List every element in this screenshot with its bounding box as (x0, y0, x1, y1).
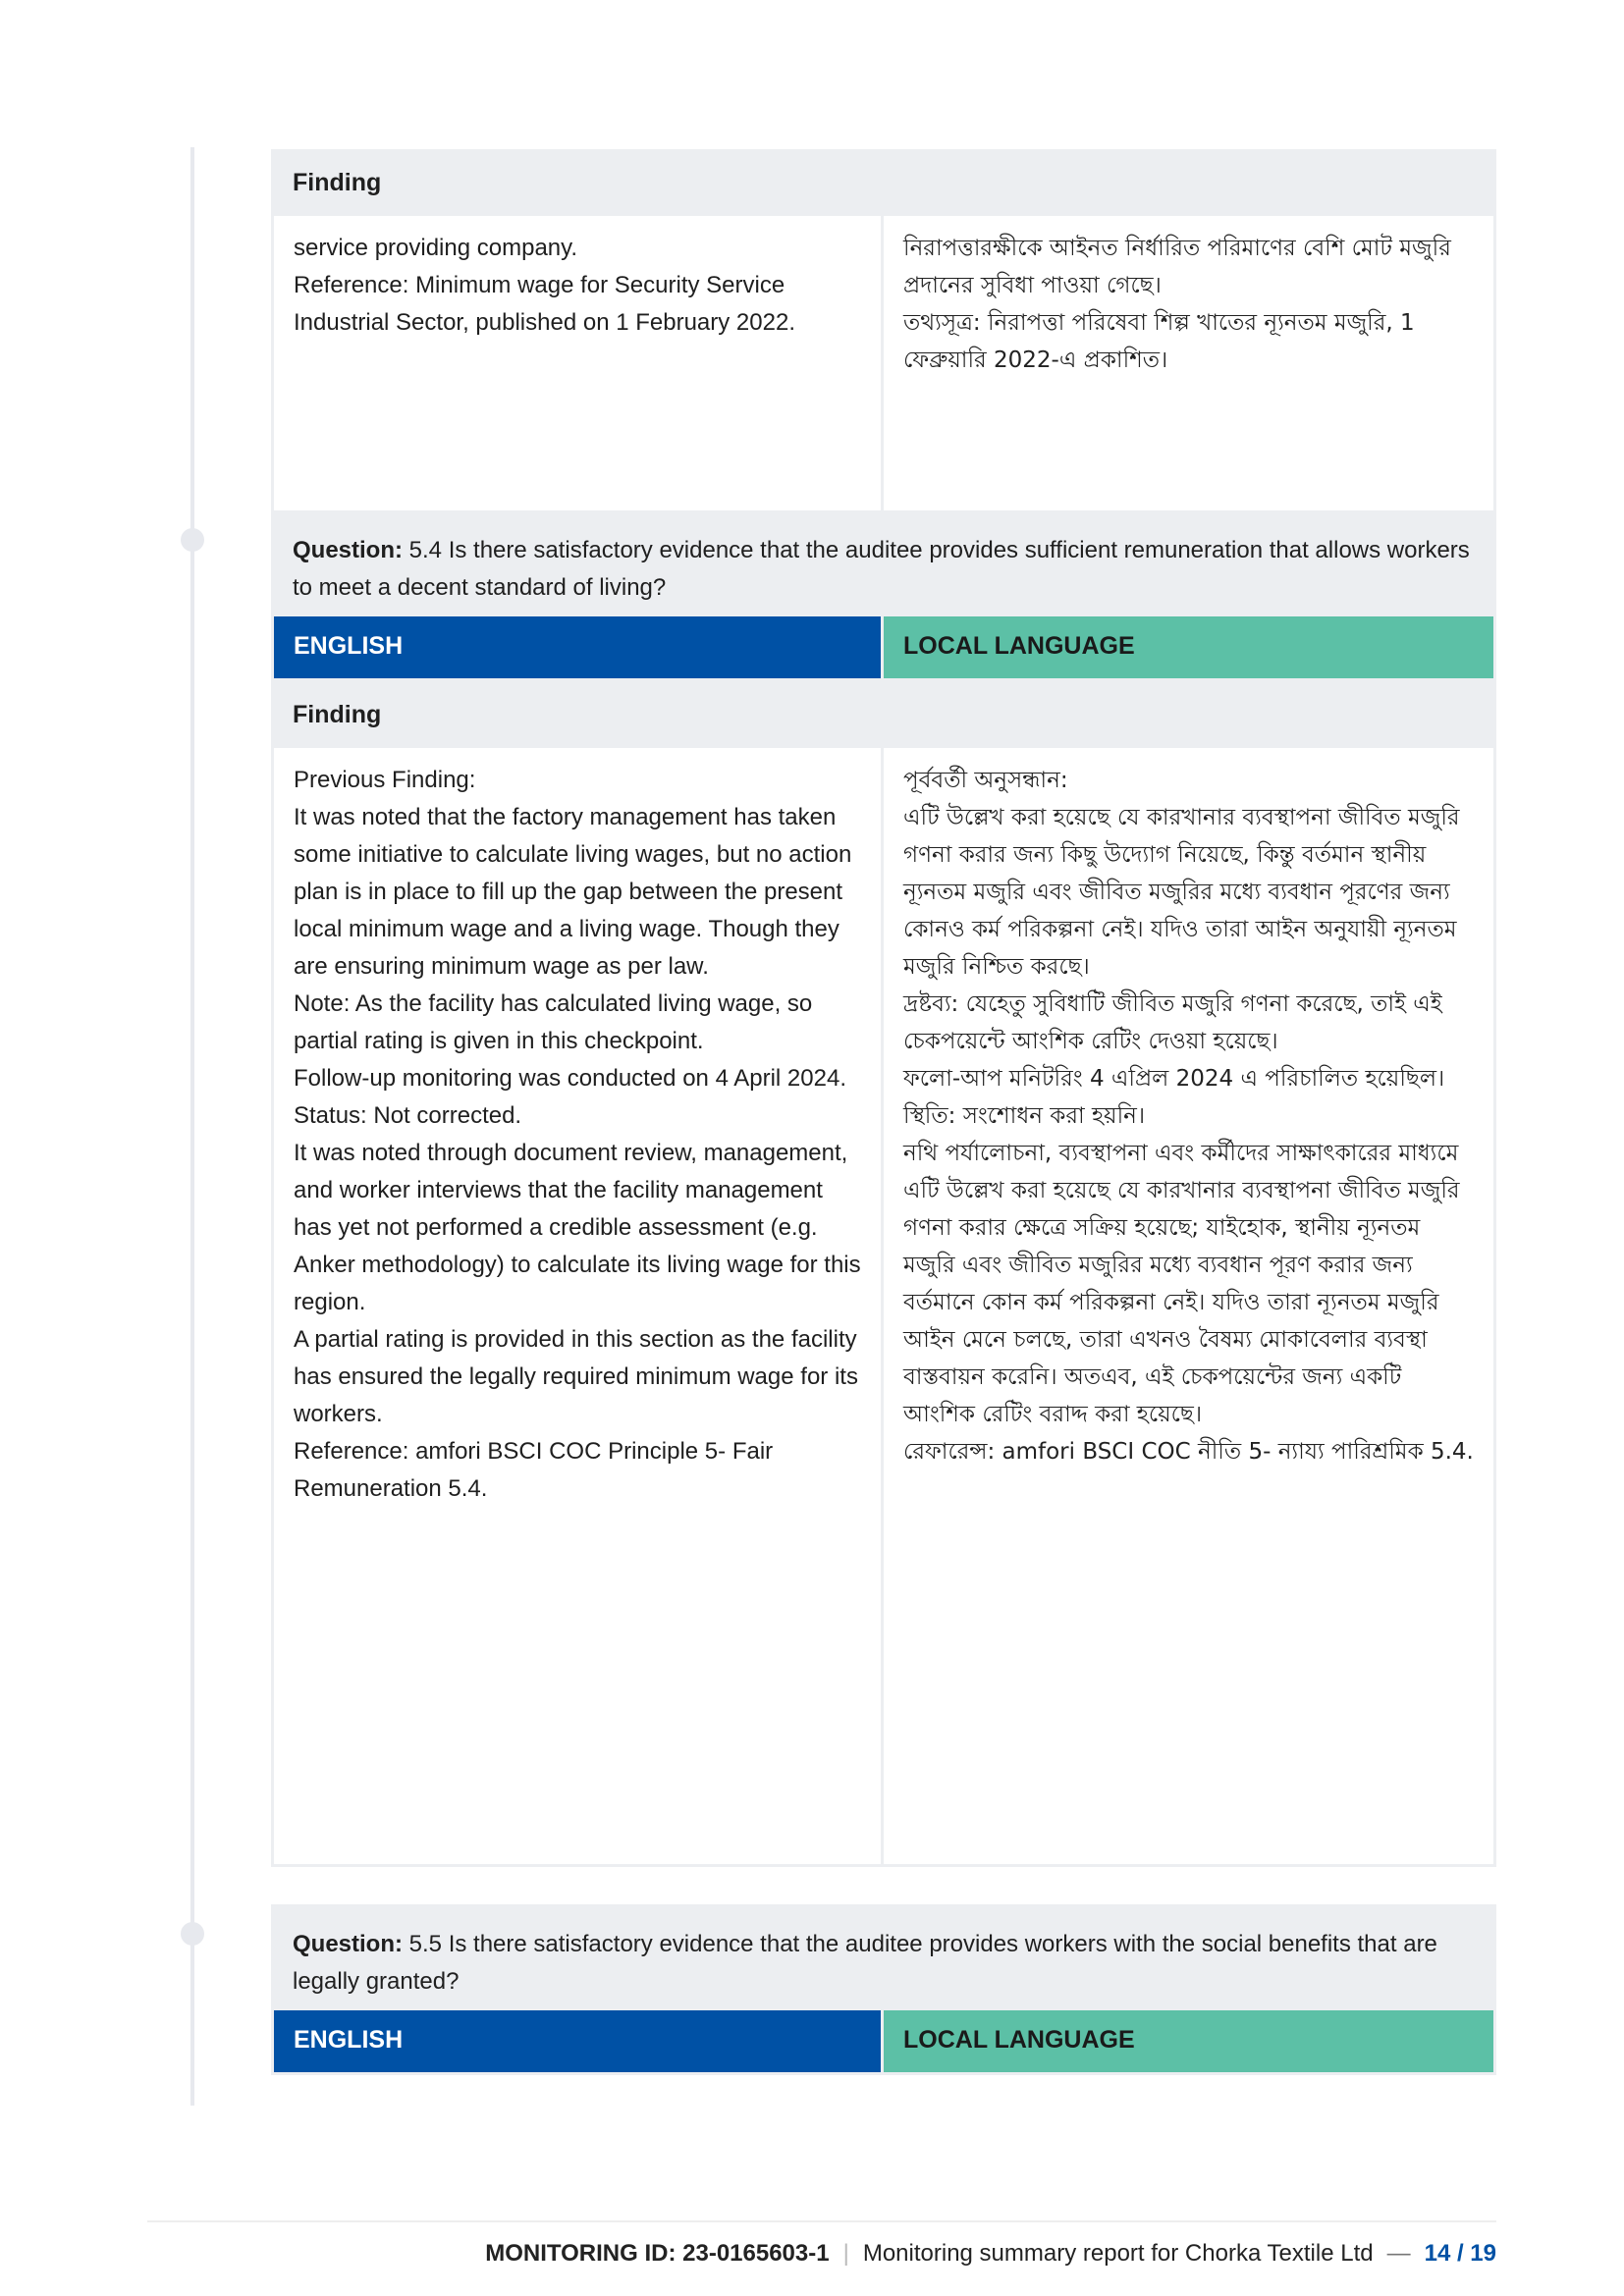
page-footer (485, 2236, 1496, 2271)
english-finding-text: Previous Finding: It was noted that the factory management has taken some initiative to calculate living wages, but no action plan is in place to fill up the gap between the present local minimum wage and a living wage. Though they are ensuring minimum wage as per law. Note: As the facility has calculated living wage, so partial rating is given in this checkpoint. Follow-up monitoring was conducted on 4 April 2024. Status: Not corrected. It was noted through document review, management, and worker interviews that the facility management has yet not performed a credible assessment (e.g. Anker methodology) to calculate its living wage for this region. A partial rating is provided in this section as the facility has ensured the legally required minimum wage for its workers. Reference: amfori BSCI COC Principle 5- Fair Remuneration 5.4. (274, 748, 884, 1864)
finding-block-continued (271, 149, 1496, 536)
footer-dash: — (1386, 2240, 1411, 2267)
timeline-line (190, 147, 194, 2106)
question-text: 5.4 Is there satisfactory evidence that the auditee provides sufficient remuneration that allows workers to meet a decent standard of living? (293, 537, 1470, 601)
footer-separator: | (842, 2240, 849, 2267)
local-language-column-header: LOCAL LANGUAGE (884, 616, 1493, 678)
language-header-row (271, 616, 1496, 681)
local-finding-text: নিরাপত্তারক্ষীকে আইনত নির্ধারিত পরিমাণের বেশি মোট মজুরি প্রদানের সুবিধা পাওয়া গেছে। তথ্যসূত্র: নিরাপত্তা পরিষেবা শিল্প খাতের ন্যূনতম মজুরি, 1 ফেব্রুয়ারি 2022-এ প্রকাশিত। (903, 236, 1451, 373)
finding-header: Finding (271, 149, 1496, 216)
language-header-row (271, 2010, 1496, 2075)
page-number: 14 / 19 (1424, 2240, 1496, 2267)
question-header (271, 510, 1496, 616)
footer-divider (147, 2220, 1496, 2222)
question-5-5-block (271, 1904, 1496, 2075)
english-column-header: ENGLISH (274, 616, 884, 678)
finding-columns (271, 216, 1496, 536)
timeline-dot (181, 528, 204, 552)
local-language-column-header: LOCAL LANGUAGE (884, 2010, 1493, 2072)
english-finding-text: service providing company. Reference: Minimum wage for Security Service Industrial Sector, published on 1 February 2022. (274, 216, 884, 533)
question-label: Question: (293, 1931, 403, 1957)
monitoring-id: MONITORING ID: 23-0165603-1 (485, 2240, 830, 2267)
question-5-4-block (271, 510, 1496, 1867)
local-finding-text: পূর্ববর্তী অনুসন্ধান: এটি উল্লেখ করা হয়েছে যে কারখানার ব্যবস্থাপনা জীবিত মজুরি গণনা করার জন্য কিছু উদ্যোগ নিয়েছে, কিন্তু বর্তমান স্থানীয় ন্যূনতম মজুরি এবং জীবিত মজুরির মধ্যে ব্যবধান পূরণের জন্য কোনও কর্ম পরিকল্পনা নেই। যদিও তারা আইন অনুযায়ী ন্যূনতম মজুরি নিশ্চিত করছে। দ্রষ্টব্য: যেহেতু সুবিধাটি জীবিত মজুরি গণনা করেছে, তাই এই চেকপয়েন্টে আংশিক রেটিং দেওয়া হয়েছে। ফলো-আপ মনিটরিং 4 এপ্রিল 2024 এ পরিচালিত হয়েছিল। স্থিতি: সংশোধন করা হয়নি। নথি পর্যালোচনা, ব্যবস্থাপনা এবং কর্মীদের সাক্ষাৎকারের মাধ্যমে এটি উল্লেখ করা হয়েছে যে কারখানার ব্যবস্থাপনা জীবিত মজুরি গণনা করার ক্ষেত্রে সক্রিয় হয়েছে; যাইহোক, স্থানীয় ন্যূনতম মজুরি এবং জীবিত মজুরির মধ্যে ব্যবধান পূরণ করার জন্য বর্তমানে কোন কর্ম পরিকল্পনা নেই। যদিও তারা ন্যূনতম মজুরি আইন মেনে চলছে, তারা এখনও বৈষম্য মোকাবেলার ব্যবস্থা বাস্তবায়ন করেনি। অতএব, এই চেকপয়েন্টের জন্য একটি আংশিক রেটিং বরাদ্দ করা হয়েছে। রেফারেন্স: amfori BSCI COC নীতি 5- ন্যায্য পারিশ্রমিক 5.4. (903, 768, 1474, 1465)
question-text: 5.5 Is there satisfactory evidence that the auditee provides workers with the social benefits that are legally granted? (293, 1931, 1437, 1995)
finding-header: Finding (271, 681, 1496, 748)
timeline-dot (181, 1922, 204, 1946)
english-column-header: ENGLISH (274, 2010, 884, 2072)
report-summary-title: Monitoring summary report for Chorka Textile Ltd (862, 2240, 1374, 2267)
question-header (271, 1904, 1496, 2010)
finding-columns (271, 748, 1496, 1867)
question-label: Question: (293, 537, 403, 563)
